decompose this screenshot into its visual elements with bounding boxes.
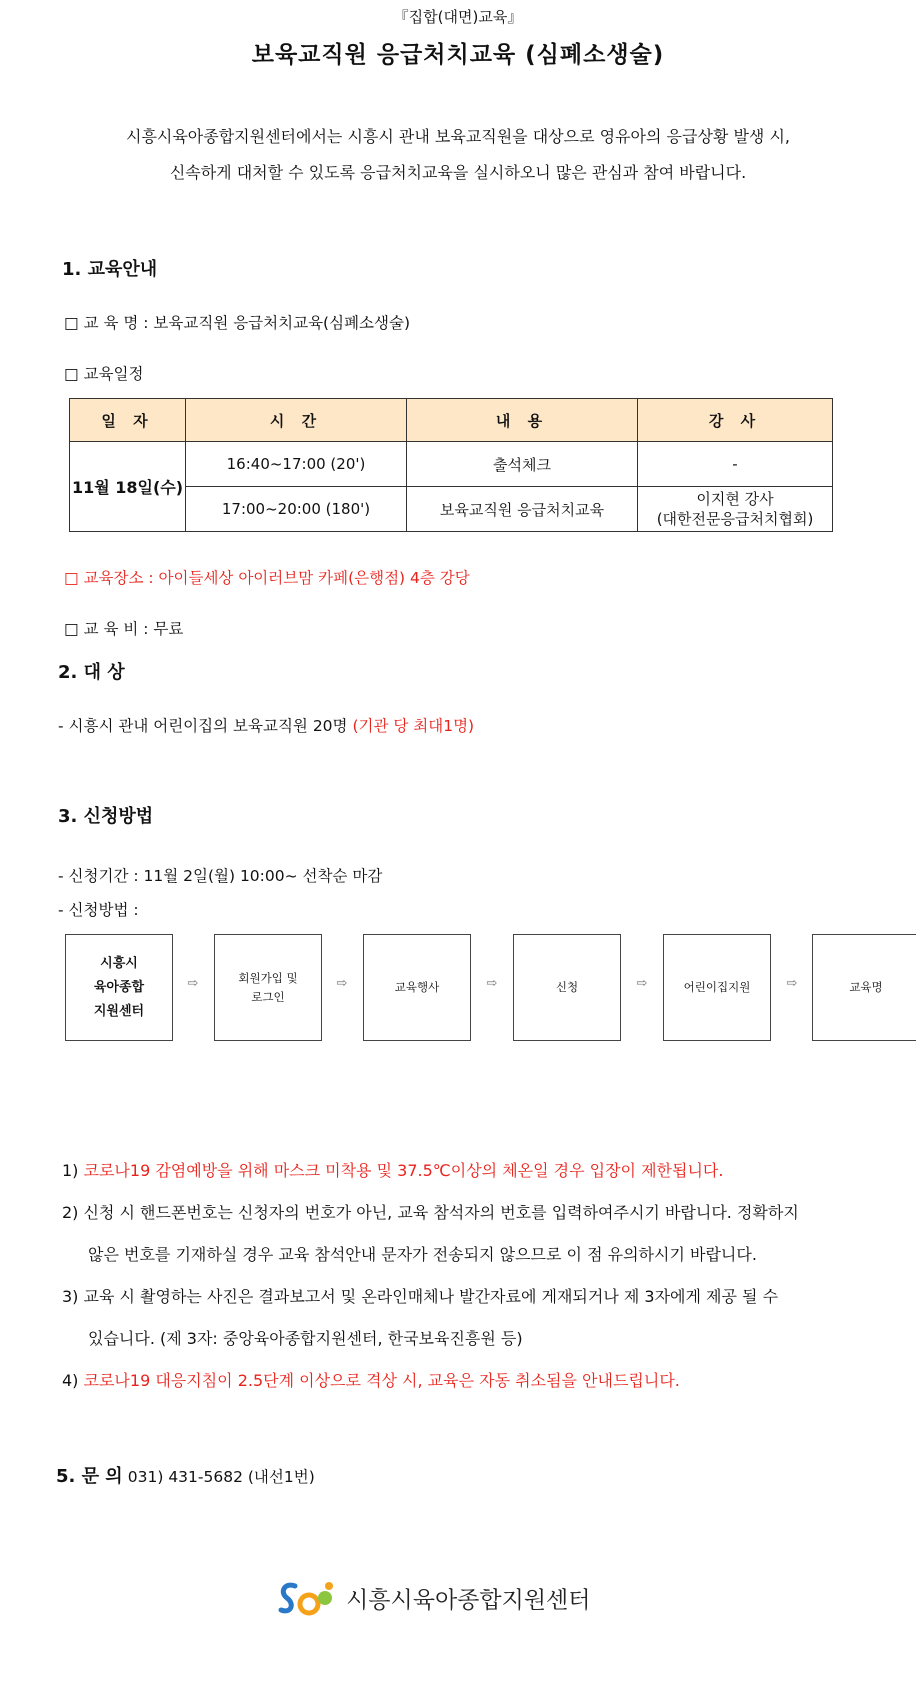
contact-phone: 031) 431-5682 (내선1번) [127,1468,315,1486]
section-5-heading: 5. 문 의 [56,1466,123,1487]
flow-step-text: 지원센터 [93,1003,145,1019]
schedule-table [69,398,833,532]
venue-line: □ 교육장소 : 아이들세상 아이러브맘 카페(은행점) 4층 강당 [64,569,470,587]
schedule-time: 17:00~20:00 (180') [186,487,407,532]
flow-arrow-icon: ⇨ [486,976,498,991]
schedule-time: 16:40~17:00 (20') [186,442,407,487]
note-number: 4) [62,1371,79,1390]
flow-step-events [363,934,471,1041]
note-continuation: 있습니다. (제 3자: 중앙육아종합지원센터, 한국보육진흥원 등) [88,1329,523,1348]
document-title: 보육교직원 응급처치교육 (심폐소생술) [251,42,665,68]
contact-line [56,1462,315,1488]
flow-step-text: 육아종합 [93,979,145,995]
flow-step-text: 로그인 [251,989,285,1004]
center-logo [277,1578,591,1618]
intro-line-1: 시흥시육아종합지원센터에서는 시흥시 관내 보육교직원을 대상으로 영유아의 응급상황 발생 시, [125,127,790,146]
section-2-heading: 2. 대 상 [58,662,125,683]
note-item [62,1158,723,1181]
center-logo-text: 시흥시육아종합지원센터 [346,1587,591,1614]
header-date: 일 자 [70,399,186,442]
lecturer-org: (대한전문응급처치협회) [656,510,814,528]
note-number: 1) [62,1161,79,1180]
note-item [62,1368,680,1391]
education-name: □ 교 육 명 : 보육교직원 응급처치교육(심폐소생술) [64,314,411,332]
note-item [62,1200,799,1223]
schedule-content: 보육교직원 응급처치교육 [407,487,638,532]
flow-arrow-icon: ⇨ [336,976,348,991]
schedule-date: 11월 18일(수) [70,442,186,532]
flow-step-course [812,934,916,1041]
lecturer-name: 이지현 강사 [696,490,774,508]
target-text: - 시흥시 관내 어린이집의 보육교직원 20명 [58,717,353,735]
schedule-row [70,442,833,487]
fee-line: □ 교 육 비 : 무료 [64,620,184,638]
flow-arrow-icon: ⇨ [786,976,798,991]
note-item [62,1284,778,1307]
flow-step-daycare [663,934,771,1041]
flow-step-text: 회원가입 및 [238,970,298,985]
header-time: 시 간 [186,399,407,442]
schedule-header-row [70,399,833,442]
intro-line-2: 신속하게 대처할 수 있도록 응급처치교육을 실시하오니 많은 관심과 참여 바랍니다. [169,163,747,182]
application-period: - 신청기간 : 11월 2일(월) 10:00~ 선착순 마감 [58,867,383,885]
note-text: 코로나19 대응지침이 2.5단계 이상으로 격상 시, 교육은 자동 취소됨을 안내드립니다. [83,1371,680,1390]
target-line [58,714,474,736]
header-lecturer: 강 사 [638,399,833,442]
flow-arrow-icon: ⇨ [636,976,648,991]
document-category: 『집합(대면)교육』 [393,8,523,26]
flow-step-apply [513,934,621,1041]
flow-step-center [65,934,173,1041]
flow-step-text: 시흥시 [100,955,138,971]
flow-step-text: 교육행사 [394,980,440,994]
flow-step-signup [214,934,322,1041]
flow-arrow-icon: ⇨ [187,976,199,991]
note-number: 3) [62,1287,79,1306]
center-logo-icon [277,1578,341,1618]
schedule-lecturer: - [638,442,833,487]
note-continuation: 않은 번호를 기재하실 경우 교육 참석안내 문자가 전송되지 않으므로 이 점 유의하시기 바랍니다. [88,1245,757,1264]
note-number: 2) [62,1203,79,1222]
application-method-label: - 신청방법 : [58,901,139,919]
schedule-content: 출석체크 [407,442,638,487]
flow-step-text: 교육명 [849,980,883,994]
section-3-heading: 3. 신청방법 [58,806,154,827]
target-limit: (기관 당 최대1명) [352,717,475,735]
schedule-lecturer [638,487,833,532]
section-1-heading: 1. 교육안내 [62,259,158,280]
schedule-label: □ 교육일정 [64,365,144,383]
header-content: 내 용 [407,399,638,442]
flow-step-text: 신청 [555,980,579,994]
flow-step-text: 어린이집지원 [683,980,751,994]
note-text: 교육 시 촬영하는 사진은 결과보고서 및 온라인매체나 발간자료에 게재되거나 제 3자에게 제공 될 수 [83,1287,779,1306]
note-text: 신청 시 핸드폰번호는 신청자의 번호가 아닌, 교육 참석자의 번호를 입력하여주시기 바랍니다. 정확하지 [83,1203,799,1222]
note-text: 코로나19 감염예방을 위해 마스크 미착용 및 37.5℃이상의 체온일 경우 입장이 제한됩니다. [83,1161,724,1180]
